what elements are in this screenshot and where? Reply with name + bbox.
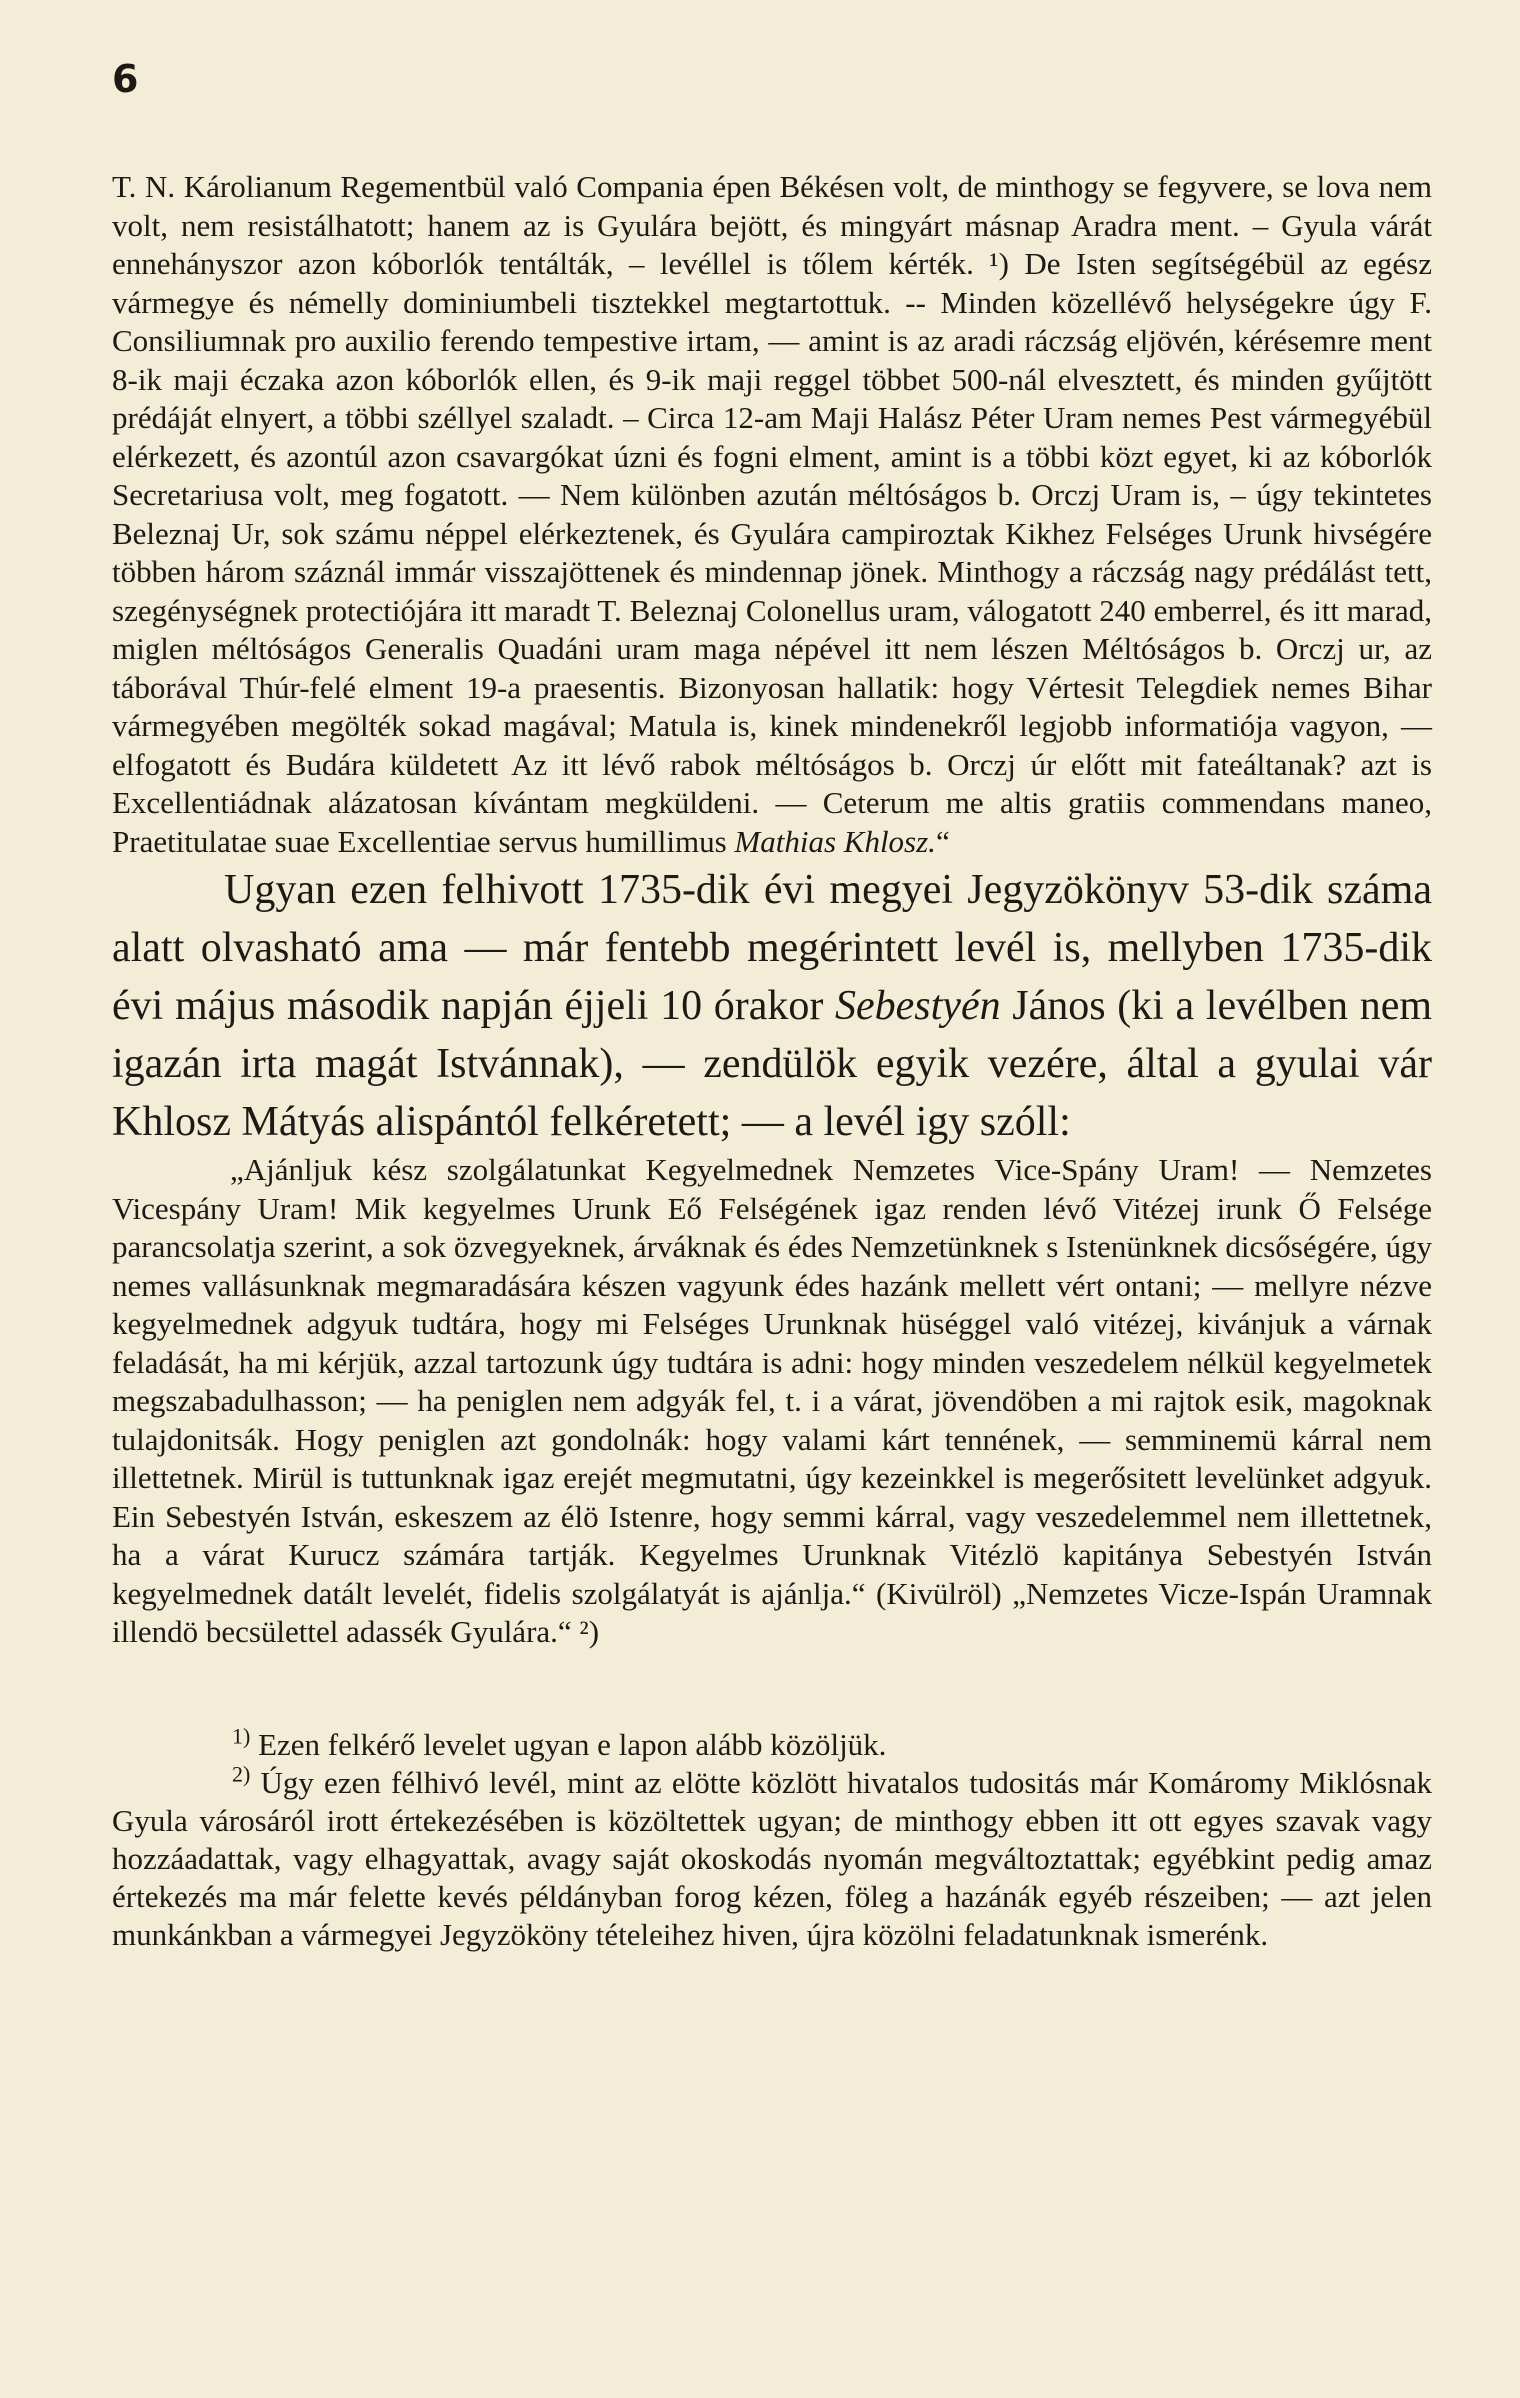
letter-end-paragraph [112,168,1432,861]
second-letter-paragraph: „Ajánljuk kész szolgálatunkat Kegyelmednek Nemzetes Vice-Spány Uram! — Nemzetes Vicespány Uram! Mik kegyelmes Urunk Eő Felségének igaz renden lévő Vitézej irunk Ő Felsége parancsolatja szerint, a sok özvegyeknek, árváknak és édes Nemzetünknek s Istenünknek dicsőségére, úgy nemes vallásunknak megmaradására készen vagyunk édes hazánk mellett vért ontani; — mellyre nézve kegyelmednek adgyuk tudtára, hogy mi Felséges Urunknak hüséggel való vitézej, kivánjuk a várnak feladását, ha mi kérjük, azzal tartozunk úgy tudtára is adni: hogy minden veszedelem nélkül kegyelmetek megszabadulhasson; — ha peniglen nem adgyák fel, t. i a várat, jövendöben a mi rajtok esik, magoknak tulajdonitsák. Hogy peniglen azt gondolnák: hogy valami kárt tennének, — semminemü kárral nem illettetnek. Mirül is tuttunknak igaz erejét megmutatni, úgy kezeinkkel is megerősitett levelünket adgyuk. Ein Sebestyén István, eskeszem az élö Istenre, hogy semmi kárral, vagy veszedelemmel nem illettetnek, ha a várat Kurucz számára tartják. Kegyelmes Urunknak Vitézlö kapitánya Sebestyén István kegyelmednek datált levelét, fidelis szolgálatyát is ajánlja.“ (Kivülröl) „Nemzetes Vicze-Ispán Uramnak illendö becsülettel adassék Gyulára.“ ²) [112,1152,1432,1649]
footnote-2-text: Úgy ezen félhivó levél, mint az elötte közlött hivatalos tudositás már Komáromy Miklósnak Gyula városáról irott értekezésében is közöltettek ugyan; de minthogy ebben itt ott egyes szavak vagy hozzáadattak, vagy elhagyattak, avagy saját okoskodás nyomán megváltoztattak; egyébkint pedig amaz értekezés ma már felette kevés példányban forog kézen, föleg a hazánák egyéb részeiben; — azt jelen munkánkban a vármegyei Jegyzököny tételeihez hiven, újra közölni feladatunknak ismerénk. [112,1764,1432,1952]
footnote-1-mark: 1) [232,1723,251,1749]
main-text-before: Ugyan ezen felhivott 1735-dik évi megyei Jegyzökönyv 53-dik száma alatt olvasható ama — már fentebb megérintett levél is, mellyben 1735-dik évi május második napján éjjeli 10 órakor [112,867,1432,1029]
book-page [112,57,1433,1954]
page-number: 6 [112,57,139,101]
footnotes [112,1723,1432,1954]
closing-quote: “ [935,823,950,859]
letter-end-text: T. N. Károlianum Regementbül való Compania épen Békésen volt, de minthogy se fegyvere, se lova nem volt, nem resistálhatott; hanem az is Gyulára bejött, és mingyárt másnap Aradra ment. – Gyula várát ennehányszor azon kóborlók tentálták, – levéllel is tőlem kérték. ¹) De Isten segítségébül az egész vármegye és némelly dominiumbeli tisztekkel megtartottuk. -- Minden közellévő helységekre úgy F. Consiliumnak pro auxilio ferendo tempestive irtam, — amint is az aradi ráczság eljövén, kérésemre ment 8-ik maji éczaka azon kóborlók ellen, és 9-ik maji reggel többet 500-nál elvesztett, és minden gyűjtött prédáját elnyert, a többi széllyel szaladt. – Circa 12-am Maji Halász Péter Uram nemes Pest vármegyébül elérkezett, és azontúl azon csavargókat úzni és fogni elment, amint is a többi közt egyet, ki az kóborlók Secretariusa volt, meg fogatott. — Nem különben azután méltóságos b. Orczj Uram is, – úgy tekintetes Beleznaj Ur, sok számu néppel elérkeztenek, és Gyulára campiroztak Kikhez Felséges Urunk hivségére többen három száznál immár visszajöttenek és mindennap jönek. Minthogy a ráczság nagy prédálást tett, szegénységnek protectiójára itt maradt T. Beleznaj Colonellus uram, válogatott 240 emberrel, és itt marad, miglen méltóságos Generalis Quadáni uram maga népével itt nem lészen Méltóságos b. Orczj ur, az táborával Thúr-felé elment 19-a praesentis. Bizonyosan hallatik: hogy Vértesit Telegdiek nemes Bihar vármegyében megölték sokad magával; Matula is, kinek mindenekről legjobb informatiója vagyon, — elfogatott és Budára küldetett Az itt lévő rabok méltóságos b. Orczj úr előtt mit fateáltanak? azt is Excellentiádnak alázatosan kívántam megküldeni. — Ceterum me altis gratiis commendans maneo, Praetitulatae suae Excellentiae servus humillimus [112,169,1432,859]
main-paragraph [112,861,1432,1151]
footnote-2 [112,1761,1432,1954]
footnote-1-text: Ezen felkérő levelet ugyan e lapon alább közöljük. [258,1726,887,1762]
footnote-1 [112,1723,1432,1764]
footnote-2-mark: 2) [232,1761,251,1787]
signature: Mathias Khlosz. [734,823,936,859]
main-text-after: János (ki a levélben nem igazán irta magát Istvánnak), — zendülök egyik vezére, által a gyulai vár Khlosz Mátyás alispántól felkéretett; — a levél igy szóll: [112,983,1433,1145]
emphasized-name: Sebestyén [835,983,1001,1029]
